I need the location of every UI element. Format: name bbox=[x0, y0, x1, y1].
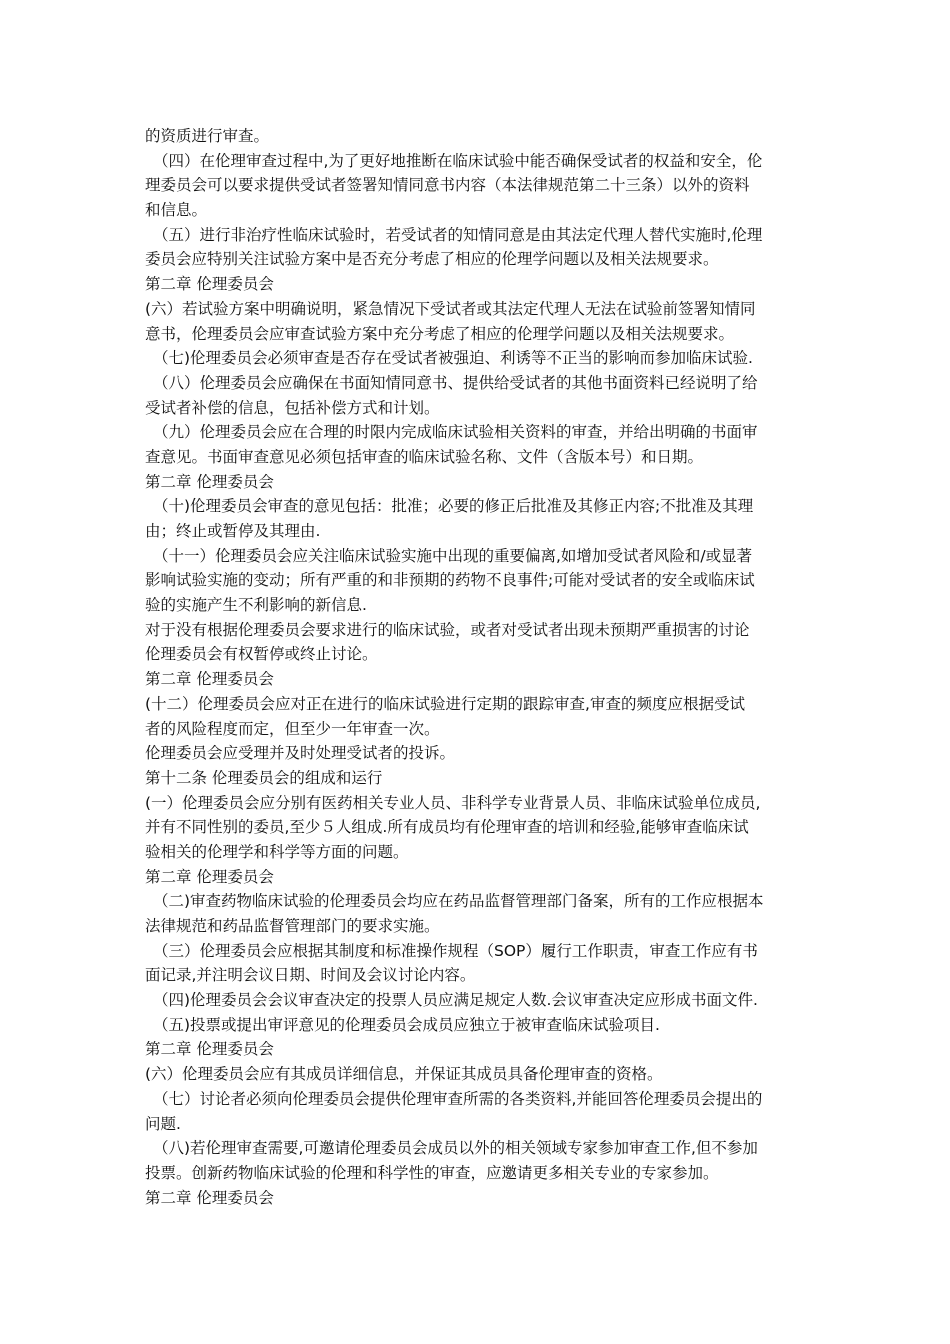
text-line: （九）伦理委员会应在合理的时限内完成临床试验相关资料的审查，并给出明确的书面审 bbox=[153, 423, 758, 442]
text-line: 查意见。书面审查意见必须包括审查的临床试验名称、文件（含版本号）和日期。 bbox=[145, 447, 704, 466]
text-line: (六）若试验方案中明确说明，紧急情况下受试者或其法定代理人无法在试验前签署知情同 bbox=[145, 299, 756, 318]
text-line: 面记录,并注明会议日期、时间及会议讨论内容。 bbox=[145, 966, 476, 985]
text-line: 委员会应特别关注试验方案中是否充分考虑了相应的伦理学问题以及相关法规要求。 bbox=[145, 250, 719, 269]
text-line: （三）伦理委员会应根据其制度和标准操作规程（SOP）履行工作职责，审查工作应有书 bbox=[153, 941, 758, 960]
text-line: 意书，伦理委员会应审查试验方案中充分考虑了相应的伦理学问题以及相关法规要求。 bbox=[145, 324, 735, 343]
text-line: 伦理委员会有权暂停或终止讨论。 bbox=[145, 645, 378, 664]
text-line: 者的风险程度而定，但至少一年审查一次。 bbox=[145, 719, 440, 738]
text-line: （十一）伦理委员会应关注临床试验实施中出现的重要偏离,如增加受试者风险和/或显著 bbox=[153, 546, 753, 565]
text-line: 伦理委员会应受理并及时处理受试者的投诉。 bbox=[145, 744, 456, 763]
text-line: （四）在伦理审查过程中,为了更好地推断在临床试验中能否确保受试者的权益和安全，伦 bbox=[153, 151, 763, 170]
text-line: 对于没有根据伦理委员会要求进行的临床试验，或者对受试者出现未预期严重损害的讨论 bbox=[145, 620, 750, 639]
text-line: （七）讨论者必须向伦理委员会提供伦理审查所需的各类资料,并能回答伦理委员会提出的 bbox=[153, 1089, 763, 1108]
text-line: （八)若伦理审查需要,可邀请伦理委员会成员以外的相关领域专家参加审查工作,但不参加 bbox=[153, 1139, 758, 1158]
article-heading: 第十二条 伦理委员会的组成和运行 bbox=[145, 768, 383, 787]
chapter-heading: 第二章 伦理委员会 bbox=[145, 1040, 274, 1059]
text-line: （四)伦理委员会会议审查决定的投票人员应满足规定人数.会议审查决定应形成书面文件. bbox=[153, 991, 758, 1010]
text-line: （七)伦理委员会必须审查是否存在受试者被强迫、利诱等不正当的影响而参加临床试验. bbox=[153, 349, 753, 368]
text-line: (六）伦理委员会应有其成员详细信息，并保证其成员具备伦理审查的资格。 bbox=[145, 1065, 663, 1084]
text-line: 投票。创新药物临床试验的伦理和科学性的审查，应邀请更多相关专业的专家参加。 bbox=[145, 1163, 719, 1182]
text-line: （十)伦理委员会审查的意见包括：批准；必要的修正后批准及其修正内容;不批准及其理 bbox=[153, 497, 754, 516]
text-line: （八）伦理委员会应确保在书面知情同意书、提供给受试者的其他书面资料已经说明了给 bbox=[153, 373, 758, 392]
text-line: 验相关的伦理学和科学等方面的问题。 bbox=[145, 842, 409, 861]
text-line: 验的实施产生不利影响的新信息. bbox=[145, 596, 367, 615]
text-line: 并有不同性别的委员,至少５人组成.所有成员均有伦理审查的培训和经验,能够审查临床试 bbox=[145, 818, 749, 837]
text-line: 和信息。 bbox=[145, 201, 208, 220]
document-body bbox=[145, 124, 809, 1210]
chapter-heading: 第二章 伦理委员会 bbox=[145, 867, 274, 886]
text-line: 受试者补偿的信息，包括补偿方式和计划。 bbox=[145, 398, 440, 417]
text-line: （二)审查药物临床试验的伦理委员会均应在药品监督管理部门备案，所有的工作应根据本 bbox=[153, 892, 764, 911]
text-line: （五)投票或提出审评意见的伦理委员会成员应独立于被审查临床试验项目. bbox=[153, 1015, 660, 1034]
text-line: (十二）伦理委员会应对正在进行的临床试验进行定期的跟踪审查,审查的频度应根据受试 bbox=[145, 694, 745, 713]
text-line: 由；终止或暂停及其理由. bbox=[145, 522, 321, 540]
text-line: 影响试验实施的变动；所有严重的和非预期的药物不良事件;可能对受试者的安全或临床试 bbox=[145, 571, 755, 590]
chapter-heading: 第二章 伦理委员会 bbox=[145, 472, 274, 491]
text-line: 的资质进行审查。 bbox=[145, 127, 270, 145]
text-line: 问题. bbox=[145, 1114, 181, 1133]
chapter-heading: 第二章 伦理委员会 bbox=[145, 275, 274, 294]
chapter-heading: 第二章 伦理委员会 bbox=[145, 670, 274, 689]
text-line: （五）进行非治疗性临床试验时，若受试者的知情同意是由其法定代理人替代实施时,伦理 bbox=[153, 225, 763, 244]
chapter-heading: 第二章 伦理委员会 bbox=[145, 1188, 274, 1207]
text-line: 法律规范和药品监督管理部门的要求实施。 bbox=[145, 917, 440, 935]
text-line: 理委员会可以要求提供受试者签署知情同意书内容（本法律规范第二十三条）以外的资料 bbox=[145, 176, 750, 195]
text-line: (一）伦理委员会应分别有医药相关专业人员、非科学专业背景人员、非临床试验单位成员, bbox=[145, 793, 761, 812]
